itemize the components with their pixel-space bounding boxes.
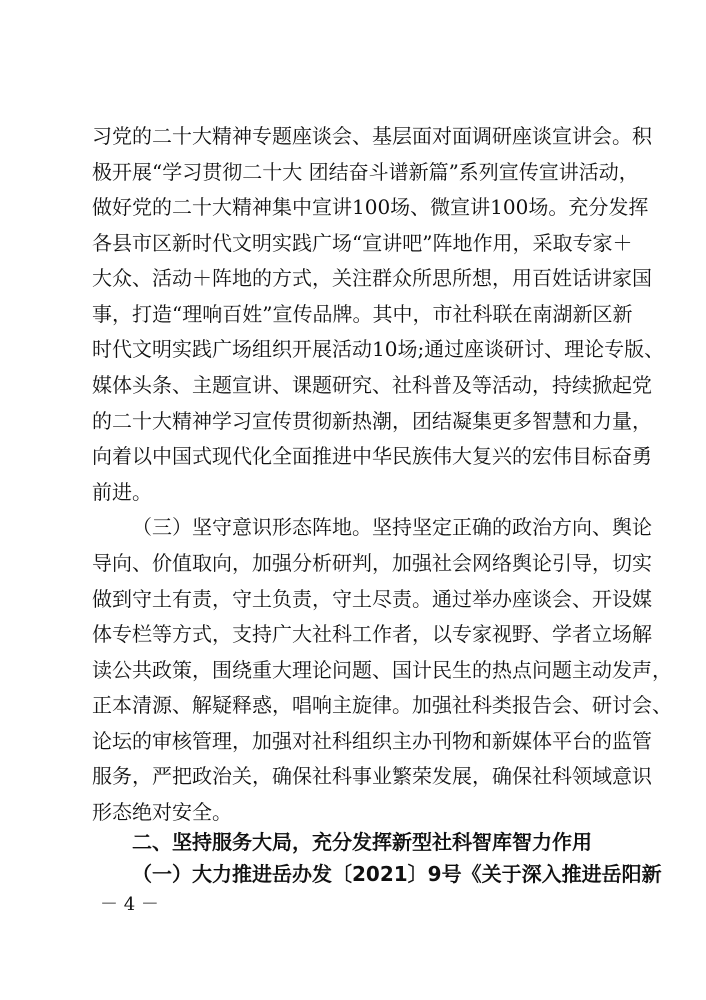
section-heading-line: （三）坚守意识形态阵地。坚持坚定正确的政治方向、舆论 — [132, 515, 652, 539]
paragraph-line: 做到守土有责，守土负责，守土尽责。通过举办座谈会、开设媒 — [92, 587, 652, 611]
paragraph-line: 各县市区新时代文明实践广场“宣讲吧”阵地作用，采取专家＋ — [92, 231, 633, 255]
paragraph-line: 正本清源、解疑释惑，唱响主旋律。加强社科类报告会、研讨会、 — [92, 693, 672, 717]
paragraph-line: 论坛的审核管理，加强对社科组织主办刊物和新媒体平台的监管 — [92, 729, 652, 753]
paragraph-line: 习党的二十大精神专题座谈会、基层面对面调研座谈宣讲会。积 — [92, 124, 652, 148]
paragraph-line: 前进。 — [92, 480, 152, 504]
subsection-heading-line: （一）大力推进岳办发〔2021〕9号《关于深入推进岳阳新 — [132, 862, 662, 886]
paragraph-line: 向着以中国式现代化全面推进中华民族伟大复兴的宏伟目标奋勇 — [92, 444, 652, 468]
paragraph-line: 读公共政策，围绕重大理论问题、国计民生的热点问题主动发声， — [92, 658, 672, 682]
paragraph-line: 极开展“学习贯彻二十大 团结奋斗谱新篇”系列宣传宣讲活动， — [92, 160, 639, 184]
page-number: － 4 － — [100, 894, 159, 915]
paragraph-line: 形态绝对安全。 — [92, 800, 232, 824]
paragraph-line: 体专栏等方式，支持广大社科工作者，以专家视野、学者立场解 — [92, 622, 652, 646]
paragraph-line: 做好党的二十大精神集中宣讲100场、微宣讲100场。充分发挥 — [92, 195, 649, 219]
paragraph-line: 事，打造“理响百姓”宣传品牌。其中，市社科联在南湖新区新 — [92, 302, 633, 326]
paragraph-line: 服务，严把政治关，确保社科事业繁荣发展，确保社科领域意识 — [92, 764, 652, 788]
paragraph-line: 大众、活动＋阵地的方式，关注群众所思所想，用百姓话讲家国 — [92, 266, 652, 290]
paragraph-line: 的二十大精神学习宣传贯彻新热潮，团结凝集更多智慧和力量， — [92, 409, 652, 433]
paragraph-line: 时代文明实践广场组织开展活动10场;通过座谈研讨、理论专版、 — [92, 337, 665, 361]
paragraph-line: 导向、价值取向，加强分析研判，加强社会网络舆论引导，切实 — [92, 551, 652, 575]
paragraph-line: 媒体头条、主题宣讲、课题研究、社科普及等活动，持续掀起党 — [92, 373, 652, 397]
chapter-heading: 二、坚持服务大局，充分发挥新型社科智库智力作用 — [132, 830, 592, 854]
